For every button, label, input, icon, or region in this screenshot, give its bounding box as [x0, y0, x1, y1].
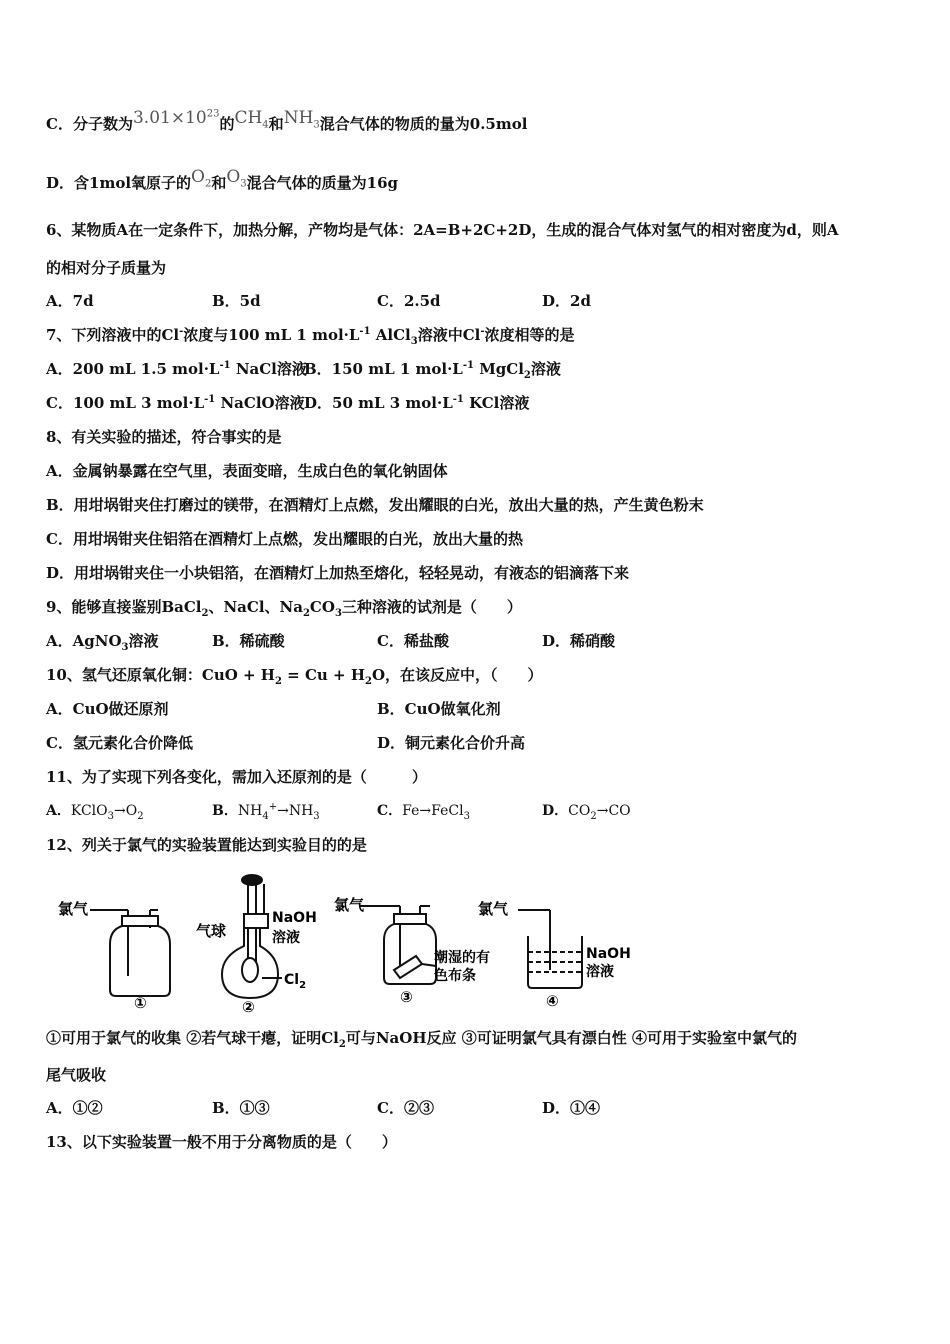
- q12-description: ①可用于氯气的收集 ②若气球干瘪，证明$Cl_2$可与NaOH反应 ③可证明氯气具有漂白性 ④可用于实验室中氯气的: [46, 1029, 797, 1050]
- q11-stem: 11、为了实现下列各变化，需加入还原剂的是（ ）: [46, 768, 427, 786]
- chlorine-apparatus-figure: [50, 866, 650, 1016]
- q8-option-a: A．金属钠暴露在空气里，表面变暗，生成白色的氧化钠固体: [46, 462, 448, 480]
- q9-stem: 9、能够直接鉴别BaCl$_2$、NaCl、$Na_2CO_3$三种溶液的试剂是（ ）: [46, 598, 522, 619]
- q7-stem: 7、下列溶液中的Cl-浓度与100 mL 1 $mol\cdot L^{-1}$ AlCl$_3$溶液中Cl-浓度相等的是: [46, 326, 575, 347]
- label-n4: ④: [546, 992, 559, 1010]
- label-gas-3: 氯气: [334, 896, 365, 914]
- q6-stem-line1: 6、某物质A在一定条件下，加热分解，产物均是气体：2A=B+2C+2D，生成的混合气体对氢气的相对密度为d，则A: [46, 221, 839, 239]
- q9-option-a: A．AgNO$_3$溶液: [46, 632, 159, 653]
- apparatus-1: [90, 910, 170, 996]
- q6-option-a: A．7d: [46, 292, 94, 310]
- arrow-icon: →: [277, 803, 289, 819]
- q10-option-c: C．氢元素化合价降低: [46, 734, 193, 752]
- apparatus-4: [518, 910, 582, 988]
- label-n3: ③: [400, 988, 413, 1006]
- q9-option-c: C．稀盐酸: [377, 632, 449, 650]
- q10-option-d: D．铜元素化合价升高: [377, 734, 526, 752]
- q6-option-b: B．5d: [212, 292, 261, 310]
- label-naoh-4: NaOH: [586, 946, 631, 962]
- q7-option-d: D．50 mL 3 $mol\cdot L^{-1}$ KCl溶液: [304, 394, 530, 412]
- label-naoh-2: NaOH: [272, 910, 317, 926]
- q11-option-b: B．$NH_4^+\to NH_3$: [212, 801, 320, 822]
- label-balloon: 气球: [196, 922, 227, 940]
- q10-stem: 10、氢气还原氧化铜：CuO + $H_2 = Cu + H_2O$，在该反应中，（ ）: [46, 666, 543, 687]
- apparatus-3: [360, 906, 436, 984]
- arrow-icon: →: [114, 803, 126, 819]
- label-wet-cloth-2: 色布条: [434, 968, 476, 984]
- q8-option-d: D．用坩埚钳夹住一小块铝箔，在酒精灯上加热至熔化，轻轻晃动，有液态的铝滴落下来: [46, 564, 630, 582]
- q13-stem: 13、以下实验装置一般不用于分离物质的是（ ）: [46, 1133, 397, 1151]
- q5-option-c: C．分子数为$3.01\times 10^{23}$的$CH_4$和$NH_3$混合气体的物质的量为0.5mol: [46, 108, 528, 133]
- label-wet-cloth-1: 潮湿的有: [434, 950, 490, 966]
- label-cl2: $Cl_2$: [284, 972, 307, 991]
- q8-stem: 8、有关实验的描述，符合事实的是: [46, 428, 282, 446]
- q6-stem-line2: 的相对分子质量为: [46, 259, 167, 277]
- q12-stem: 12、列关于氯气的实验装置能达到实验目的的是: [46, 836, 367, 854]
- label-solution-2: 溶液: [272, 930, 300, 946]
- q7-option-b: B．150 mL 1 $mol\cdot L^{-1}$ MgCl$_2$溶液: [304, 360, 561, 381]
- q7-option-a: A．200 mL 1.5 $mol\cdot L^{-1}$ NaCl溶液: [46, 360, 307, 378]
- q12-option-a: A．①②: [46, 1099, 103, 1117]
- q11-option-d: D．$CO_2\to CO$: [542, 803, 631, 822]
- q11-option-c: C．Fe→FeCl$_3$: [377, 803, 470, 822]
- q12-option-d: D．①④: [542, 1099, 601, 1117]
- q6-option-d: D．2d: [542, 292, 591, 310]
- q9-option-b: B．稀硫酸: [212, 632, 285, 650]
- q12-description-line2: 尾气吸收: [46, 1066, 107, 1084]
- q5-option-d: D．含1mol氧原子的$O_2$和$O_3$混合气体的质量为16g: [46, 167, 399, 192]
- arrow-icon: →: [596, 803, 609, 819]
- q11-option-a: A．$KClO_3\to O_2$: [46, 803, 144, 822]
- q8-option-b: B．用坩埚钳夹住打磨过的镁带，在酒精灯上点燃，发出耀眼的白光，放出大量的热，产生黄色粉末: [46, 496, 704, 514]
- label-gas-1: 氯气: [58, 900, 89, 918]
- arrow-icon: →: [419, 803, 432, 819]
- label-gas-4: 氯气: [478, 900, 509, 918]
- q10-option-a: A．CuO做还原剂: [46, 700, 169, 718]
- q12-option-b: B．①③: [212, 1099, 270, 1117]
- q9-option-d: D．稀硝酸: [542, 632, 616, 650]
- label-n1: ①: [134, 994, 147, 1012]
- q7-option-c: C．100 mL 3 $mol\cdot L^{-1}$ NaClO溶液: [46, 394, 305, 412]
- math-avogadro: $3.01\times 10^{23}$: [132, 108, 220, 128]
- q8-option-c: C．用坩埚钳夹住铝箔在酒精灯上点燃，发出耀眼的白光，放出大量的热: [46, 530, 523, 548]
- label-solution-4: 溶液: [586, 964, 614, 980]
- q10-option-b: B．CuO做氧化剂: [377, 700, 501, 718]
- label-n2: ②: [242, 998, 255, 1016]
- q12-option-c: C．②③: [377, 1099, 434, 1117]
- q6-option-c: C．2.5d: [377, 292, 441, 310]
